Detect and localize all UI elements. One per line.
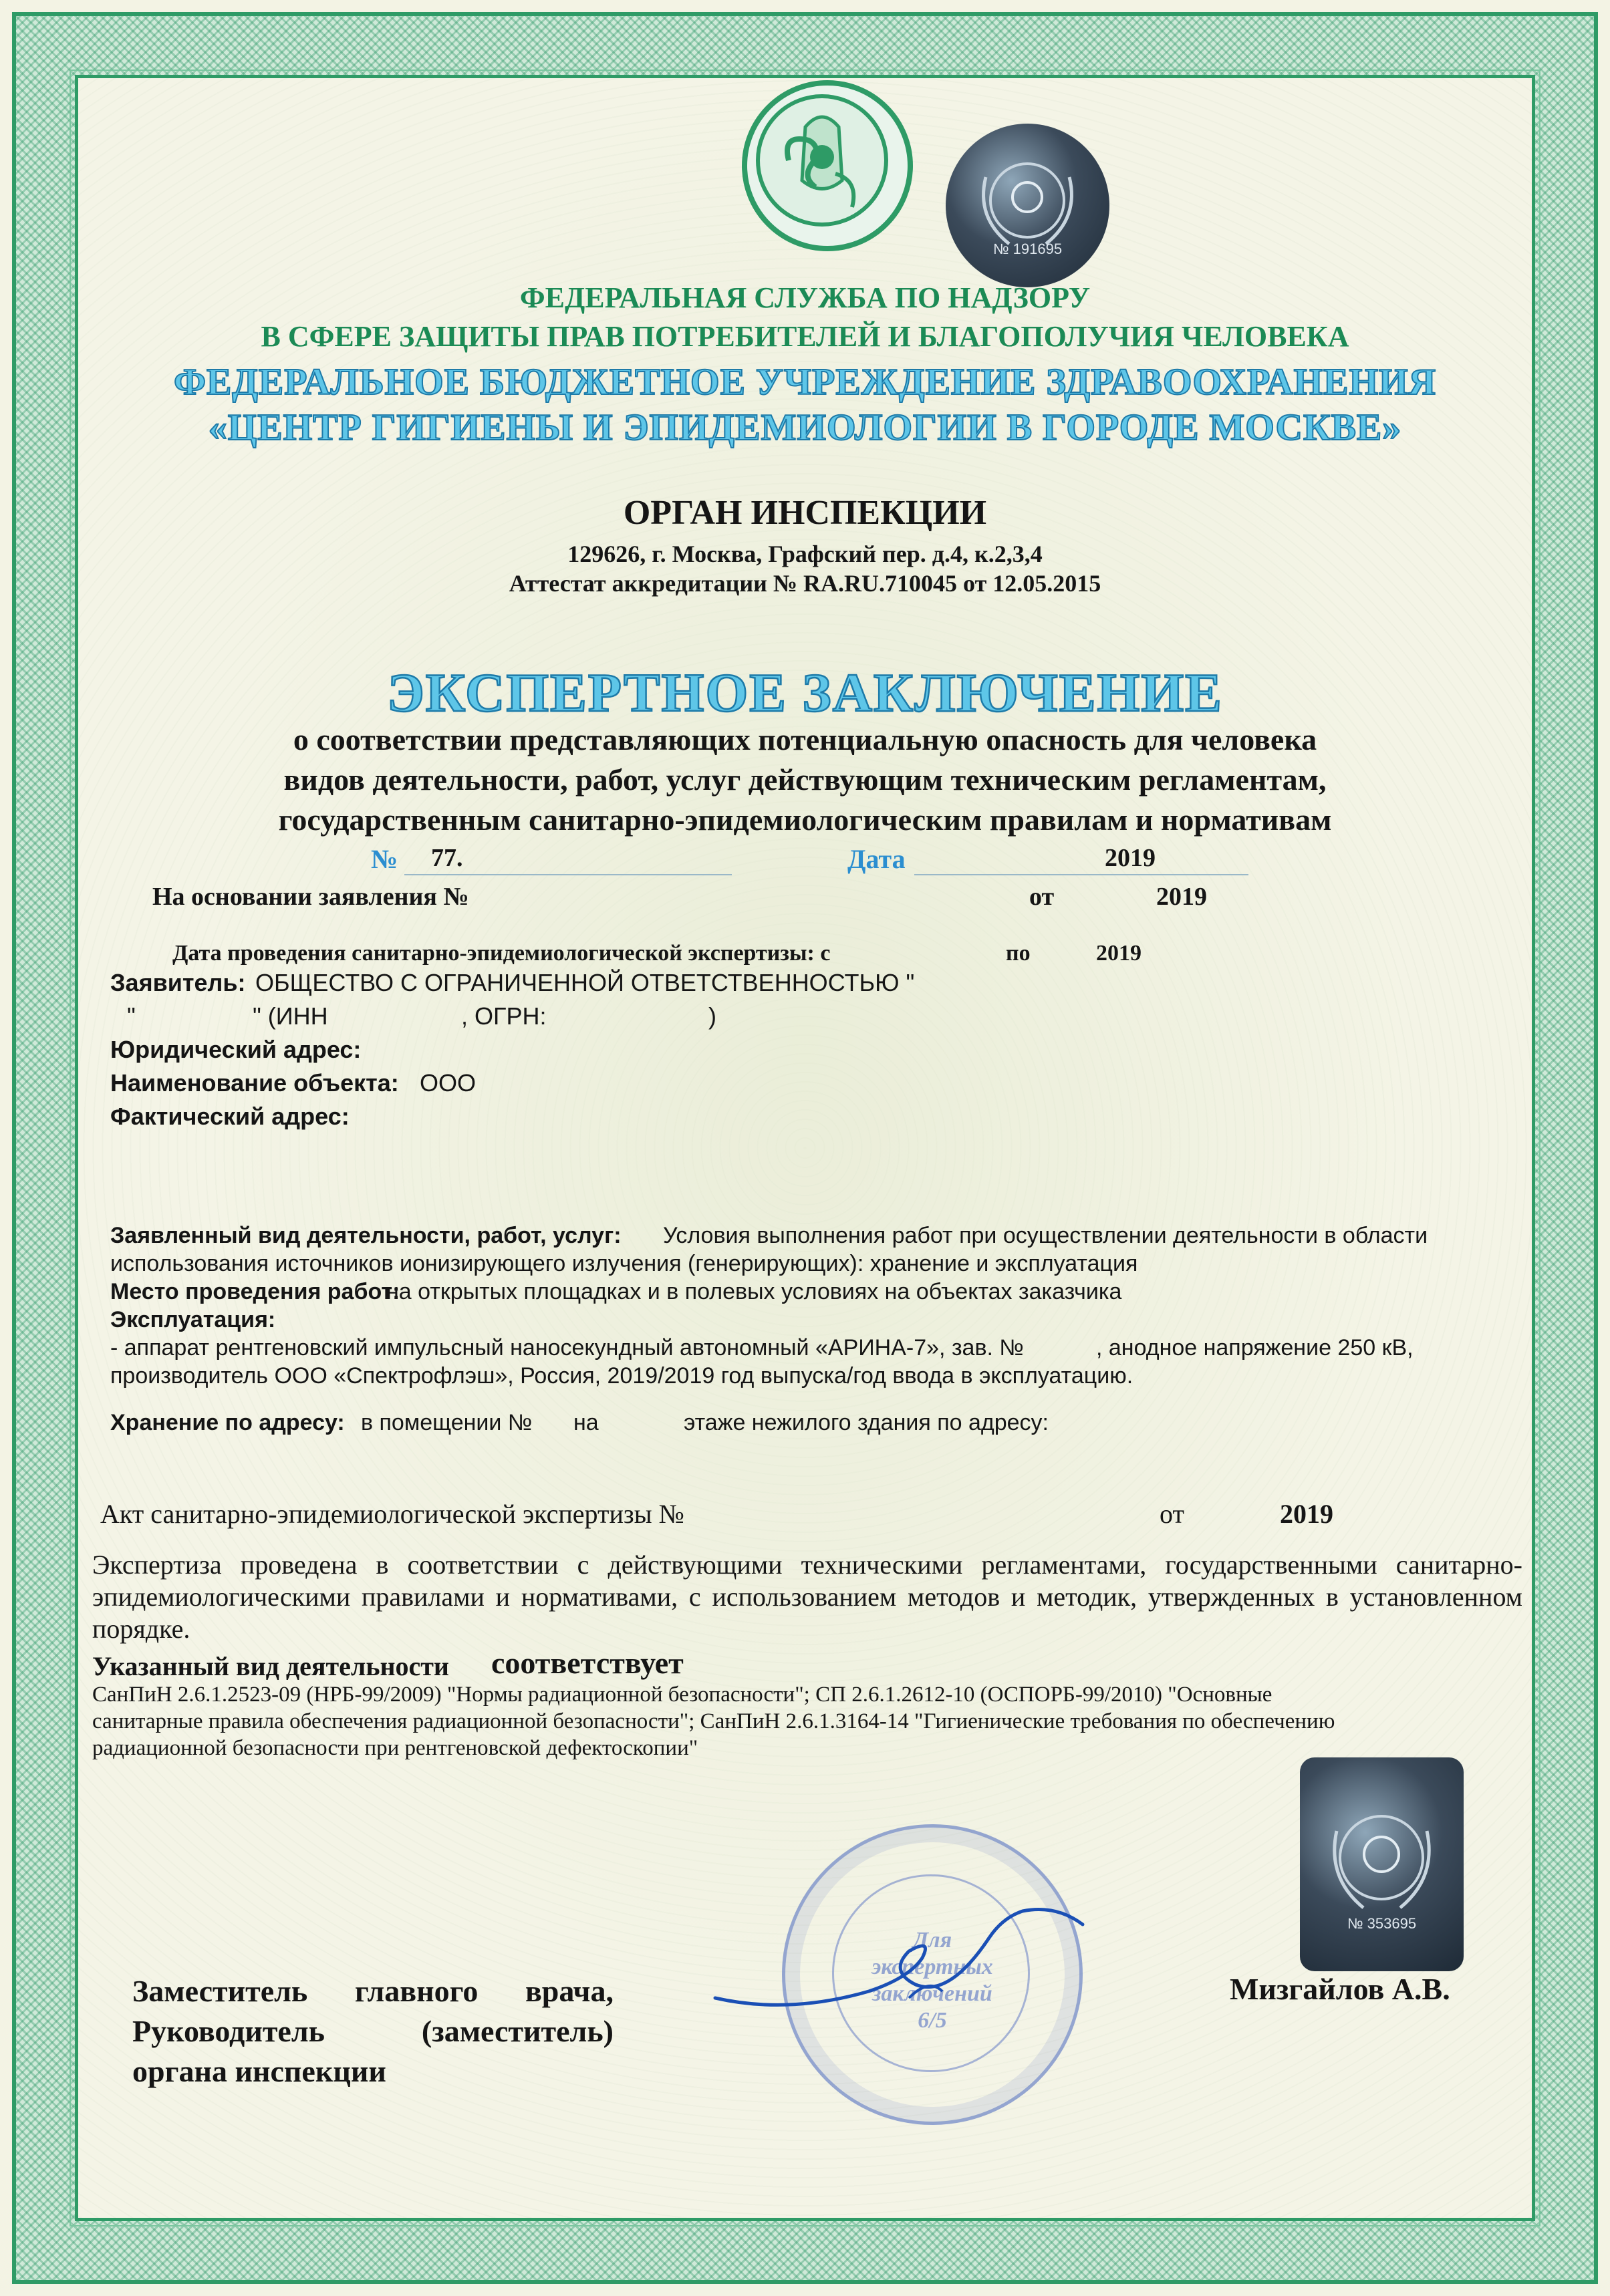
- signatory-name: Мизгайлов А.В.: [1230, 1972, 1450, 2006]
- storage-room: в помещении №: [361, 1410, 533, 1435]
- seal-text-2: экспертных: [871, 1955, 993, 1979]
- activity-value-line2: использования источников ионизирующего излучения (генерирующих): хранение и эксплуатация: [110, 1251, 1138, 1276]
- signatory-position-line2: [132, 2011, 614, 2051]
- handwritten-signature: [708, 1898, 1136, 2031]
- verdict-label: Указанный вид деятельности: [92, 1651, 449, 1681]
- applicant-ogrn: , ОГРН:: [461, 1002, 547, 1030]
- object-name-label: Наименование объекта:: [110, 1069, 399, 1097]
- position-word-5: (заместитель): [421, 2014, 614, 2048]
- basis-label: На основании заявления №: [152, 883, 469, 911]
- storage-label: Хранение по адресу:: [110, 1410, 345, 1435]
- date-value: 2019: [1105, 844, 1156, 872]
- number-value: 77.: [431, 844, 463, 872]
- operation-label: Эксплуатация:: [110, 1307, 276, 1332]
- storage-on: на: [573, 1410, 599, 1435]
- object-name-value: ООО: [420, 1069, 477, 1097]
- operation-line2: производитель ООО «Спектрофлэш», Россия, 2019/2019 год выпуска/год ввода в эксплуатацию.: [110, 1363, 1133, 1389]
- seal-text-3: заключений: [872, 1981, 992, 2006]
- signatory-position: [132, 1971, 614, 2092]
- document-subtitle-line3: государственным санитарно-эпидемиологическим правилам и нормативам: [278, 803, 1332, 837]
- position-word-1: Заместитель: [132, 1974, 308, 2008]
- seal-text-4: 6/5: [918, 2008, 947, 2033]
- hologram-sticker-top: [946, 124, 1109, 287]
- basis-from-label: от: [1029, 883, 1055, 911]
- document-title: ЭКСПЕРТНОЕ ЗАКЛЮЧЕНИЕ: [387, 662, 1223, 723]
- number-label: №: [371, 844, 398, 874]
- rospotrebnadzor-emblem-icon: [742, 80, 913, 251]
- seal-text-1: Для: [912, 1928, 952, 1953]
- laurel-wreath-icon: [946, 124, 1109, 287]
- expertise-dates-label: Дата проведения санитарно-эпидемиологической экспертизы: с: [172, 941, 831, 966]
- work-place-value: на открытых площадках и в полевых условиях на объектах заказчика: [386, 1279, 1122, 1304]
- applicant-label: Заявитель:: [110, 969, 246, 996]
- service-name-line1: ФЕДЕРАЛЬНАЯ СЛУЖБА ПО НАДЗОРУ: [519, 281, 1091, 314]
- position-word-3: врача,: [525, 1974, 614, 2008]
- norms-line3: радиационной безопасности при рентгеновской дефектоскопии": [92, 1736, 698, 1760]
- work-place-label: Место проведения работ:: [110, 1279, 400, 1304]
- verdict-value: соответствует: [491, 1646, 684, 1680]
- act-year: 2019: [1280, 1499, 1333, 1529]
- date-label: Дата: [847, 844, 906, 874]
- applicant-close: ): [708, 1002, 716, 1030]
- storage-floor: этаже нежилого здания по адресу:: [684, 1410, 1049, 1435]
- hologram-number-bottom: № 353695: [1347, 1915, 1417, 1932]
- expertise-dates-year: 2019: [1096, 941, 1142, 966]
- legal-address-label: Юридический адрес:: [110, 1036, 362, 1063]
- service-name-line2: В СФЕРЕ ЗАЩИТЫ ПРАВ ПОТРЕБИТЕЛЕЙ И БЛАГОПОЛУЧИЯ ЧЕЛОВЕКА: [261, 320, 1349, 353]
- actual-address-label: Фактический адрес:: [110, 1103, 350, 1130]
- applicant-value-line2-part1: ": [127, 1002, 136, 1030]
- applicant-inn: " (ИНН: [253, 1002, 328, 1030]
- operation-voltage: , анодное напряжение 250 кВ,: [1096, 1335, 1414, 1360]
- laurel-wreath-icon: [1300, 1757, 1464, 1971]
- norms-line2: санитарные правила обеспечения радиационной безопасности"; СанПиН 2.6.1.3164-14 "Гигиенические требования по обеспечению: [92, 1709, 1335, 1733]
- act-label: Акт санитарно-эпидемиологической экспертизы №: [100, 1499, 684, 1529]
- signatory-position-line1: [132, 1971, 614, 2011]
- operation-line1: - аппарат рентгеновский импульсный наносекундный автономный «АРИНА-7», зав. №: [110, 1335, 1024, 1360]
- document-subtitle-line1: о соответствии представляющих потенциальную опасность для человека: [293, 722, 1317, 756]
- date-field: [914, 843, 1248, 875]
- signatory-position-line3: органа инспекции: [132, 2054, 386, 2088]
- activity-value-line1: Условия выполнения работ при осуществлении деятельности в области: [663, 1223, 1428, 1248]
- inspection-body-title: ОРГАН ИНСПЕКЦИИ: [623, 494, 987, 532]
- activity-label: Заявленный вид деятельности, работ, услуг:: [110, 1223, 622, 1248]
- institution-name-line2: «ЦЕНТР ГИГИЕНЫ И ЭПИДЕМИОЛОГИИ В ГОРОДЕ МОСКВЕ»: [208, 407, 1402, 448]
- institution-name-line1: ФЕДЕРАЛЬНОЕ БЮДЖЕТНОЕ УЧРЕЖДЕНИЕ ЗДРАВООХРАНЕНИЯ: [173, 362, 1437, 403]
- accreditation-line: Аттестат аккредитации № RA.RU.710045 от 12.05.2015: [509, 570, 1101, 597]
- norms-line1: СанПиН 2.6.1.2523-09 (НРБ-99/2009) "Нормы радиационной безопасности"; СП 2.6.1.2612-10 (ОСПОРБ-99/2010) "Основные: [92, 1683, 1272, 1707]
- conclusion-paragraph: Экспертиза проведена в соответствии с действующими техническими регламентами, государственными санитарно-эпидемиологическими правилами и нормативами, с использованием методов и методик, утвержденных в установленном порядке.: [92, 1550, 1522, 1644]
- document-subtitle-line2: видов деятельности, работ, услуг действующим техническим регламентам,: [283, 762, 1327, 797]
- expertise-dates-to-label: по: [1006, 941, 1031, 966]
- basis-year: 2019: [1156, 883, 1207, 911]
- hologram-number-top: № 191695: [992, 240, 1063, 257]
- position-word-2: главного: [354, 1974, 479, 2008]
- hologram-sticker-bottom: [1300, 1757, 1464, 1971]
- position-word-4: Руководитель: [132, 2014, 325, 2048]
- number-field: [404, 843, 732, 875]
- applicant-value-line1: ОБЩЕСТВО С ОГРАНИЧЕННОЙ ОТВЕТСТВЕННОСТЬЮ ": [255, 969, 915, 996]
- act-from-label: от: [1160, 1499, 1184, 1529]
- inspection-body-address: 129626, г. Москва, Графский пер. д.4, к.2,3,4: [567, 541, 1043, 567]
